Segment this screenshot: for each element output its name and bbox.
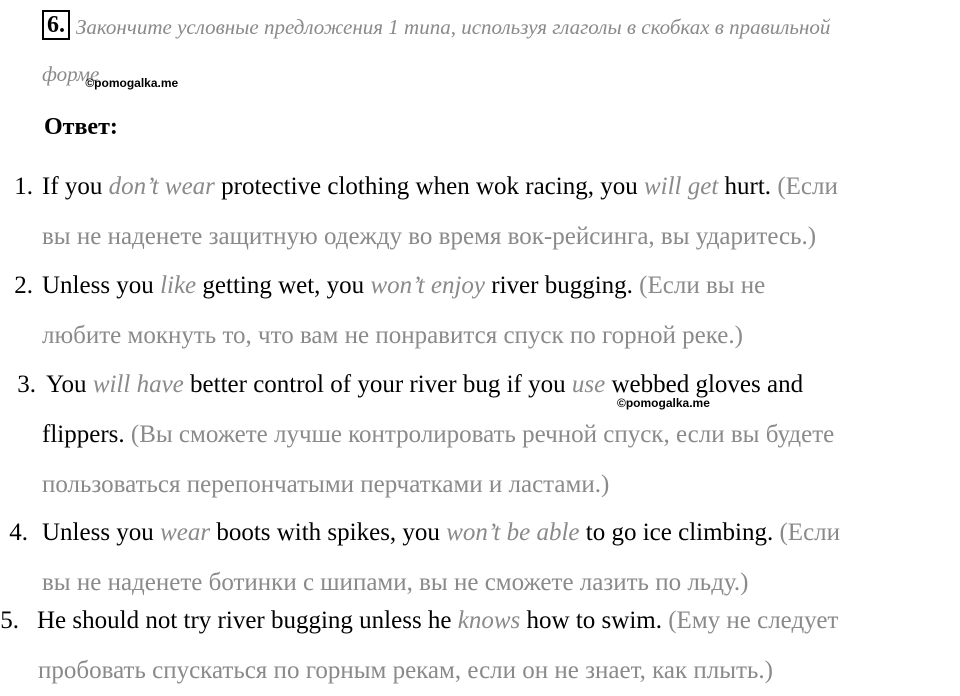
verb-form: knows [457, 607, 521, 634]
sentence-text: hurt. [718, 173, 778, 200]
task-header [42, 4, 942, 107]
sentence-text: river bugging. [485, 272, 640, 299]
verb-form: won’t enjoy [370, 272, 486, 299]
verb-form: won’t be able [446, 519, 580, 546]
verb-form: don’t wear [108, 173, 215, 200]
sentence-text: getting wet, you [196, 272, 371, 299]
item-number: 3. [17, 371, 36, 398]
watermark: ©pomogalka.me [85, 76, 179, 90]
sentence-text: If you [42, 173, 109, 200]
sentence-line [42, 261, 765, 311]
verb-form: will get [643, 173, 719, 200]
watermark: ©pomogalka.me [617, 396, 710, 410]
item-number: 5. [0, 607, 19, 634]
sentence-text: webbed gloves and [605, 371, 804, 398]
sentence-text: to go ice climbing. [579, 519, 780, 546]
verb-form: will have [92, 371, 184, 398]
sentence-text: Unless you [42, 272, 161, 299]
sentence-text: flippers. [42, 421, 131, 448]
item-number: 4. [9, 519, 28, 546]
sentence-line [42, 508, 840, 558]
sentence-text: how to swim. [520, 607, 669, 634]
verb-form: wear [160, 519, 211, 546]
sentence-text: boots with spikes, you [210, 519, 447, 546]
translation-line: пользоваться перепончатыми перчатками и ластами.) [42, 471, 610, 498]
answer-heading: Ответ: [44, 114, 118, 140]
verb-form: like [160, 272, 197, 299]
task-number: 6. [42, 10, 70, 40]
sentence-text: Unless you [42, 519, 161, 546]
item-number: 1. [14, 173, 33, 200]
item-number: 2. [14, 272, 33, 299]
translation-text: (Если [777, 173, 838, 200]
translation-text: (Вы сможете лучше контролировать речной спуск, если вы будете [130, 421, 835, 448]
translation-line: пробовать спускаться по горным рекам, если он не знает, как плыть.) [38, 657, 773, 684]
sentence-text: He should not try river bugging unless he [37, 607, 458, 634]
translation-text: (Если вы не [639, 272, 766, 299]
sentence-text: protective clothing when wok racing, you [214, 173, 644, 200]
translation-text: (Ему не следует [668, 607, 839, 634]
sentence-line [42, 162, 838, 212]
sentence-line [42, 410, 834, 460]
sentence-text: better control of your river bug if you [183, 371, 572, 398]
verb-form: use [571, 371, 606, 398]
translation-line: любите мокнуть то, что вам не понравится спуск по горной реке.) [42, 322, 743, 349]
sentence-line [37, 596, 838, 646]
sentence-text: You [46, 371, 93, 398]
task-instruction: Закончите условные предложения 1 типа, используя глаголы в скобках в правильной форме [42, 15, 831, 86]
translation-text: (Если [779, 519, 841, 546]
translation-line: вы не наденете ботинки с шипами, вы не сможете лазить по льду.) [42, 569, 749, 596]
translation-line: вы не наденете защитную одежду во время вок-рейсинга, вы ударитесь.) [42, 223, 817, 250]
